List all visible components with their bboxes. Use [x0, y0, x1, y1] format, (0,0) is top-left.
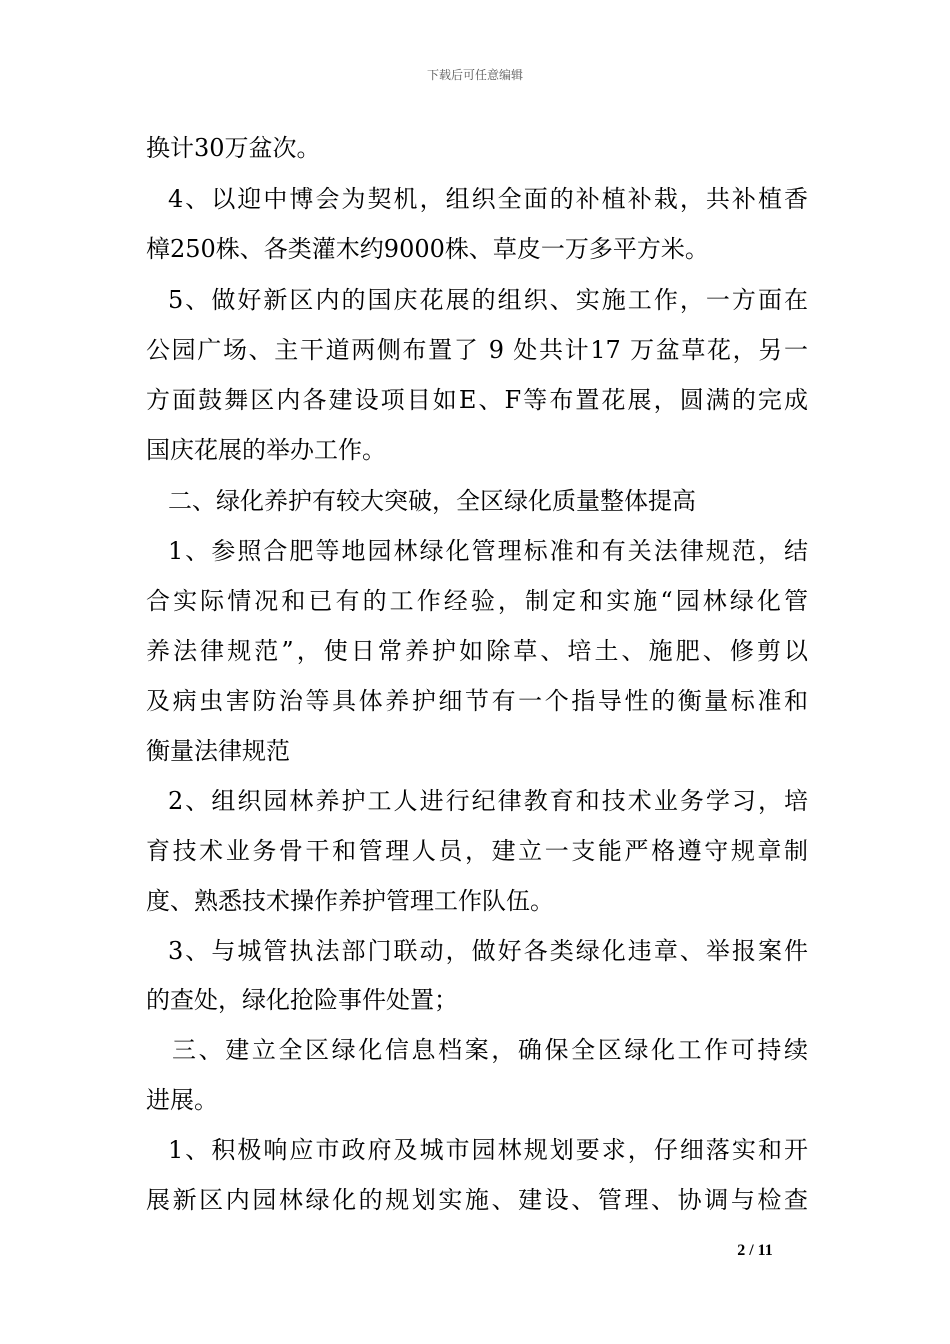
text-line: 养法律规范”，使日常养护如除草、培土、施肥、修剪以 — [146, 637, 808, 665]
text-line: 樟250株、各类灌木约9000株、草皮一万多平方米。 — [146, 235, 709, 263]
text-line: 展新区内园林绿化的规划实施、建设、管理、协调与检查 — [146, 1186, 808, 1214]
text-line: 及病虫害防治等具体养护细节有一个指导性的衡量标准和 — [146, 687, 808, 715]
text-line: 方面鼓舞区内各建设项目如E、F等布置花展，圆满的完成 — [146, 386, 808, 414]
text-line: 合实际情况和已有的工作经验，制定和实施“园林绿化管 — [146, 587, 808, 615]
text-line: 换计30万盆次。 — [146, 134, 321, 162]
text-line: 的查处，绿化抢险事件处置； — [146, 986, 458, 1014]
section-heading: 二、绿化养护有较大突破，全区绿化质量整体提高 — [168, 487, 696, 515]
section-heading: 三、建立全区绿化信息档案，确保全区绿化工作可持续 — [172, 1036, 808, 1064]
page-number: 2 / 11 — [737, 1242, 773, 1259]
header-note: 下载后可任意编辑 — [426, 68, 523, 82]
text-line: 3、与城管执法部门联动，做好各类绿化违章、举报案件 — [168, 937, 808, 965]
text-line: 5、做好新区内的国庆花展的组织、实施工作，一方面在 — [168, 286, 808, 314]
text-line: 衡量法律规范 — [146, 737, 290, 765]
text-line: 2、组织园林养护工人进行纪律教育和技术业务学习，培 — [168, 787, 808, 815]
text-line: 1、积极响应市政府及城市园林规划要求，仔细落实和开 — [168, 1136, 808, 1164]
text-line: 4、以迎中博会为契机，组织全面的补植补栽，共补植香 — [168, 185, 808, 213]
text-line: 度、熟悉技术操作养护管理工作队伍。 — [146, 887, 554, 915]
text-line: 育技术业务骨干和管理人员，建立一支能严格遵守规章制 — [146, 837, 808, 865]
text-line: 1、参照合肥等地园林绿化管理标准和有关法律规范，结 — [168, 537, 808, 565]
text-line: 公园广场、主干道两侧布置了 9 处共计17 万盆草花，另一 — [146, 336, 808, 364]
text-line: 国庆花展的举办工作。 — [146, 436, 386, 464]
text-line: 进展。 — [146, 1086, 218, 1114]
